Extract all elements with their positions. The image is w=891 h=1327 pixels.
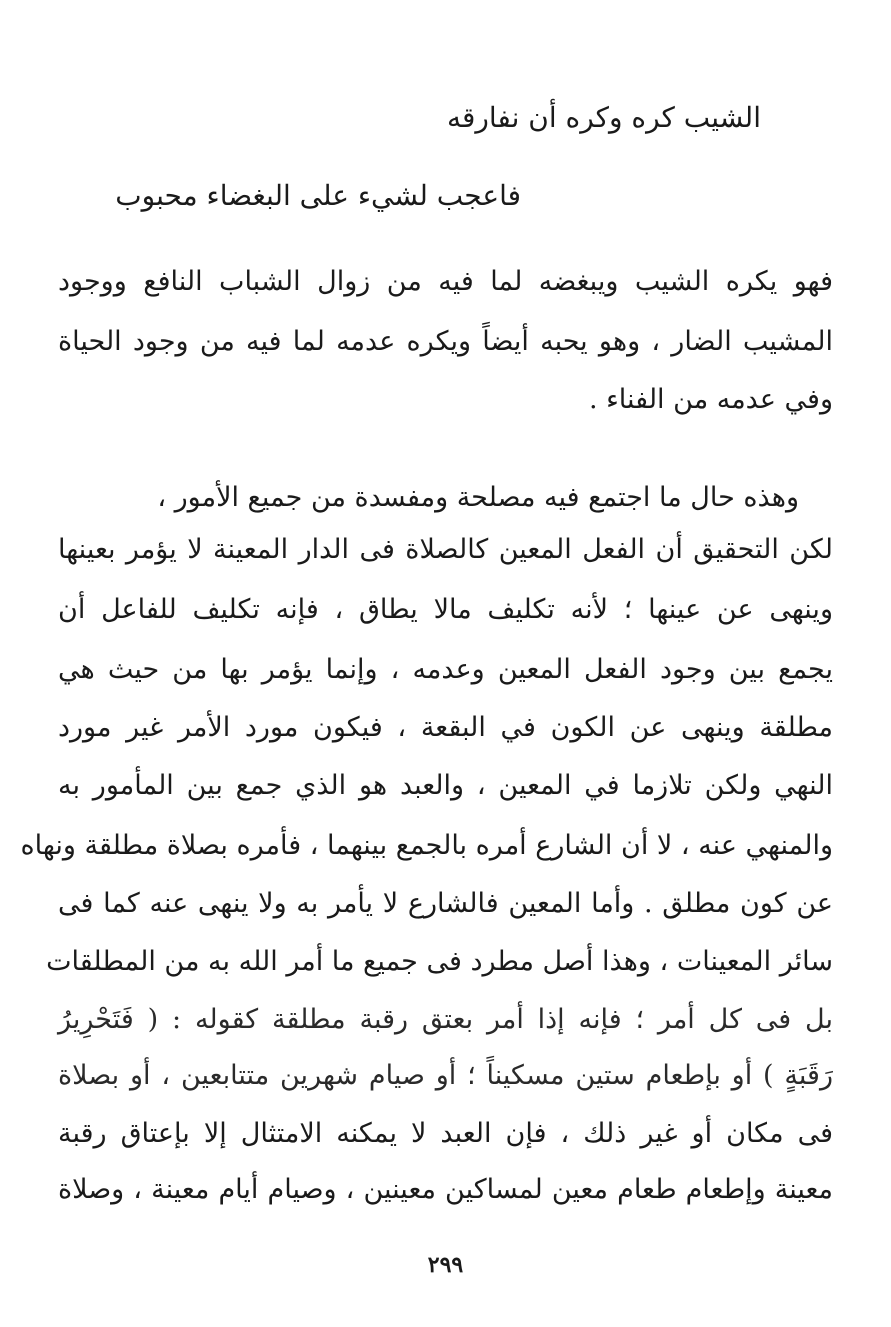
- paragraph-1-line: المشيب الضار ، وهو يحبه أيضاً ويكره عدمه لما فيه من وجود الحياة: [58, 326, 833, 357]
- paragraph-1-line: فهو يكره الشيب ويبغضه لما فيه من زوال الشباب النافع ووجود: [58, 266, 833, 297]
- paragraph-2-line: سائر المعينات ، وهذا أصل مطرد فى جميع ما أمر الله به من المطلقات: [46, 946, 833, 977]
- paragraph-2-line: والمنهي عنه ، لا أن الشارع أمره بالجمع بينهما ، فأمره بصلاة مطلقة ونهاه: [20, 830, 833, 861]
- poem-line-1: الشيب كره وكره أن نفارقه: [446, 101, 761, 134]
- paragraph-2-line: مطلقة وينهى عن الكون في البقعة ، فيكون مورد الأمر غير مورد: [58, 712, 833, 743]
- paragraph-1-line: وفي عدمه من الفناء .: [588, 384, 833, 415]
- paragraph-2-line: عن كون مطلق . وأما المعين فالشارع لا يأمر به ولا ينهى عنه كما فى: [58, 888, 833, 919]
- paragraph-2-line: لكن التحقيق أن الفعل المعين كالصلاة فى الدار المعينة لا يؤمر بعينها: [58, 534, 833, 565]
- paragraph-2-line: يجمع بين وجود الفعل المعين وعدمه ، وإنما يؤمر بها من حيث هي: [58, 654, 833, 685]
- paragraph-2-line: وهذه حال ما اجتمع فيه مصلحة ومفسدة من جميع الأمور ،: [157, 482, 799, 513]
- page-number: ٢٩٩: [427, 1252, 464, 1278]
- paragraph-2-line: فى مكان أو غير ذلك ، فإن العبد لا يمكنه الامتثال إلا بإعتاق رقبة: [58, 1118, 833, 1149]
- paragraph-2-line: معينة وإطعام طعام معين لمساكين معينين ، وصيام أيام معينة ، وصلاة: [58, 1174, 833, 1205]
- paragraph-2-line: رَقَبَةٍ ) أو بإطعام ستين مسكيناً ؛ أو صيام شهرين متتابعين ، أو بصلاة: [58, 1060, 833, 1091]
- paragraph-2-line: النهي ولكن تلازما في المعين ، والعبد هو الذي جمع بين المأمور به: [58, 770, 833, 801]
- poem-line-2: فاعجب لشيء على البغضاء محبوب: [115, 179, 521, 212]
- paragraph-2-line: وينهى عن عينها ؛ لأنه تكليف مالا يطاق ، فإنه تكليف للفاعل أن: [58, 594, 833, 625]
- paragraph-2-line: بل فى كل أمر ؛ فإنه إذا أمر بعتق رقبة مطلقة كقوله : ( فَتَحْرِيرُ: [58, 1004, 833, 1035]
